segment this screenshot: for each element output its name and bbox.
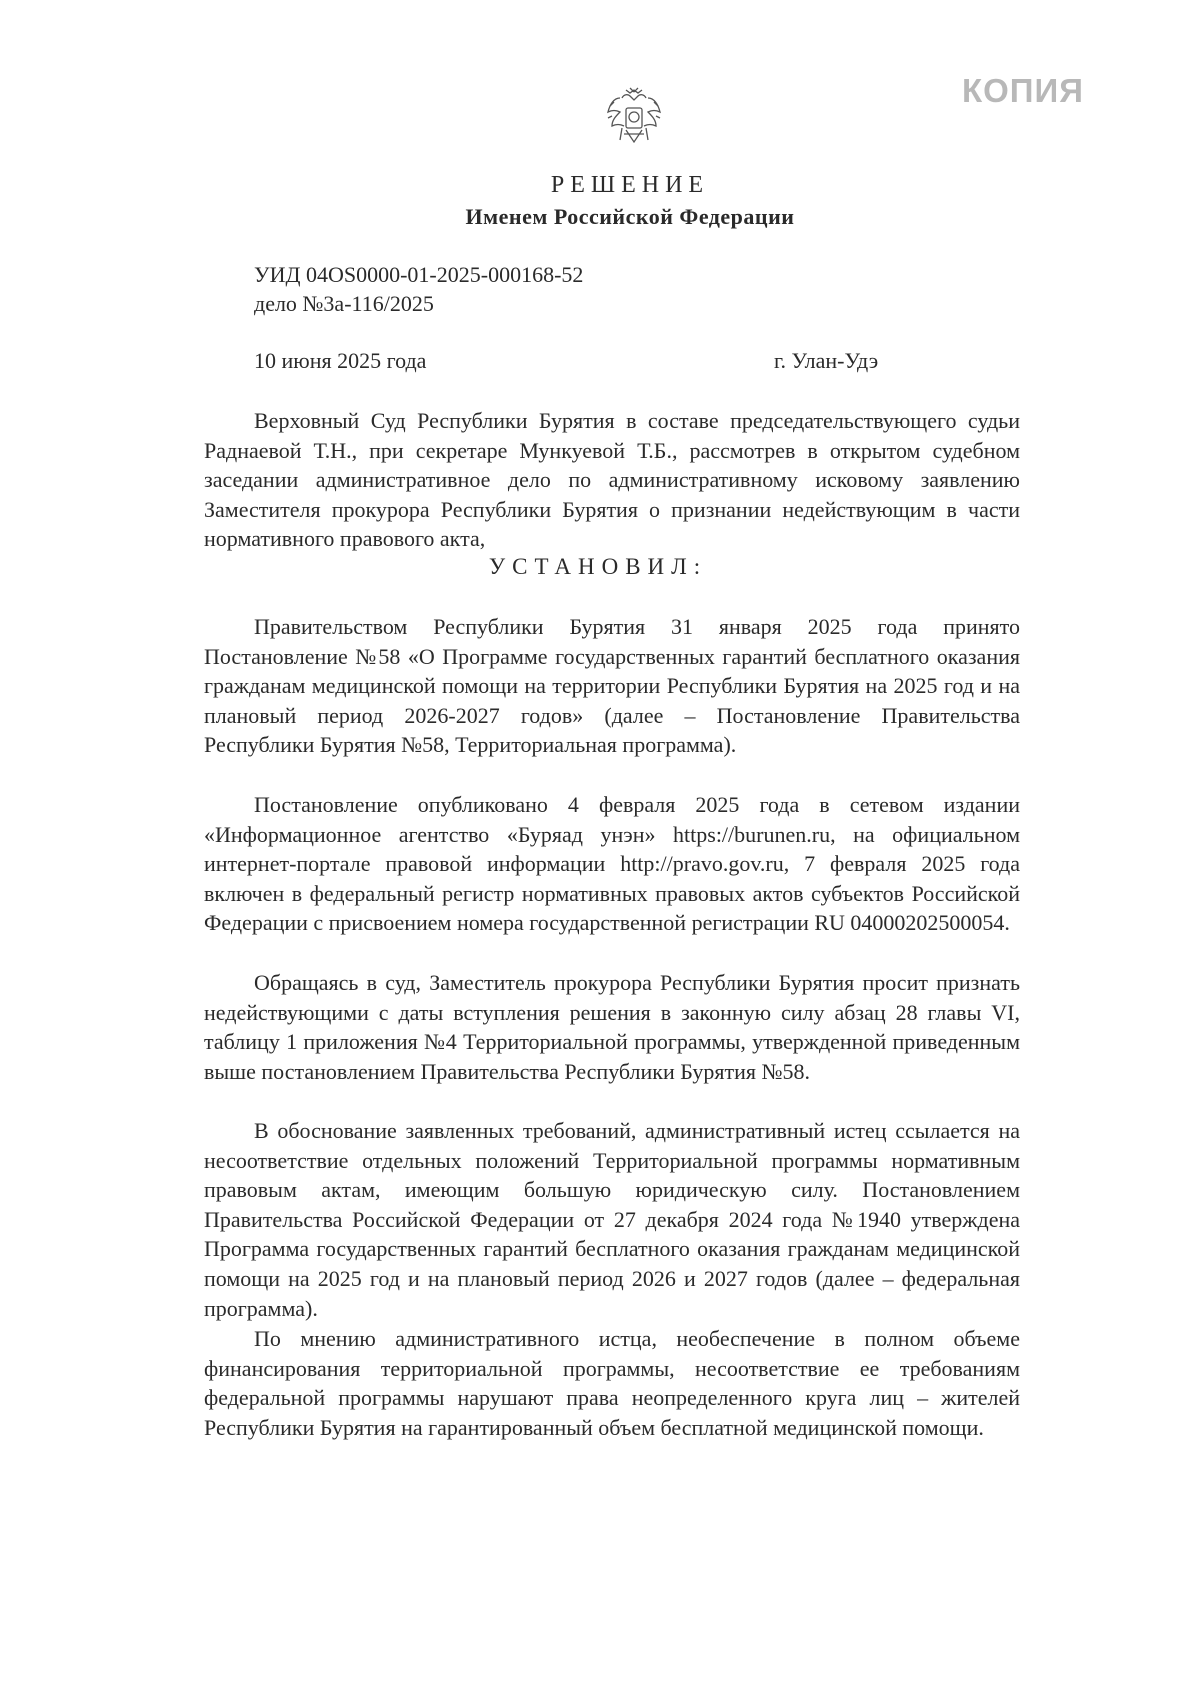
uid-line: УИД 04OS0000-01-2025-000168-52 xyxy=(254,262,584,287)
body-paragraph-2: Постановление опубликовано 4 февраля 2025 года в сетевом издании «Информационное агентство «Буряад унэн» https://burunen.ru, на официальном интернет-портале правовой информации http://pravo.gov.ru, 7 февраля 2025 года включен в федеральный регистр нормативных правовых актов субъектов Российской Федерации с присвоением номера государственной регистрации RU 04000202500054. xyxy=(204,792,1020,936)
intro-paragraph: Верховный Суд Республики Бурятия в составе председательствующего судьи Раднаевой Т.Н., при секретаре Мункуевой Т.Б., рассмотрев в открытом судебном заседании административное дело по административному исковому заявлению Заместителя прокурора Республики Бурятия о признании недействующим в части нормативного правового акта, xyxy=(204,408,1020,552)
body-paragraph-4: В обоснование заявленных требований, административный истец ссылается на несоответствие отдельных положений Территориальной программы нормативным правовым актам, имеющим большую юридическую силу. Постановлением Правительства Российской Федерации от 27 декабря 2024 года №1940 утверждена Программа государственных гарантий бесплатного оказания гражданам медицинской помощи на 2025 год и на плановый период 2026 и 2027 годов (далее – федеральная программа). xyxy=(204,1118,1020,1321)
body-paragraph-5: По мнению административного истца, необеспечение в полном объеме финансирования территориальной программы, несоответствие ее требованиям федеральной программы нарушают права неопределенного круга лиц – жителей Республики Бурятия на гарантированный объем бесплатной медицинской помощи. xyxy=(204,1326,1020,1440)
decision-date: 10 июня 2025 года xyxy=(254,348,427,373)
established-heading: УСТАНОВИЛ: xyxy=(488,554,708,579)
decision-place: г. Улан-Удэ xyxy=(774,348,879,373)
russian-coat-of-arms-icon xyxy=(600,84,668,152)
case-number-line: дело №3а-116/2025 xyxy=(254,291,434,316)
body-paragraph-1: Правительством Республики Бурятия 31 января 2025 года принято Постановление №58 «О Программе государственных гарантий бесплатного оказания гражданам медицинской помощи на территории Республики Бурятия на 2025 год и на плановый период 2026-2027 годов» (далее – Постановление Правительства Республики Бурятия №58, Территориальная программа). xyxy=(204,614,1020,758)
body-paragraph-3: Обращаясь в суд, Заместитель прокурора Республики Бурятия просит признать недействующими с даты вступления решения в законную силу абзац 28 главы VI, таблицу 1 приложения №4 Территориальной программы, утвержденной приведенным выше постановлением Правительства Республики Бурятия №58. xyxy=(204,970,1020,1084)
document-title: РЕШЕНИЕ xyxy=(550,172,710,198)
copy-stamp: КОПИЯ xyxy=(962,72,1084,109)
document-subtitle: Именем Российской Федерации xyxy=(465,204,795,229)
